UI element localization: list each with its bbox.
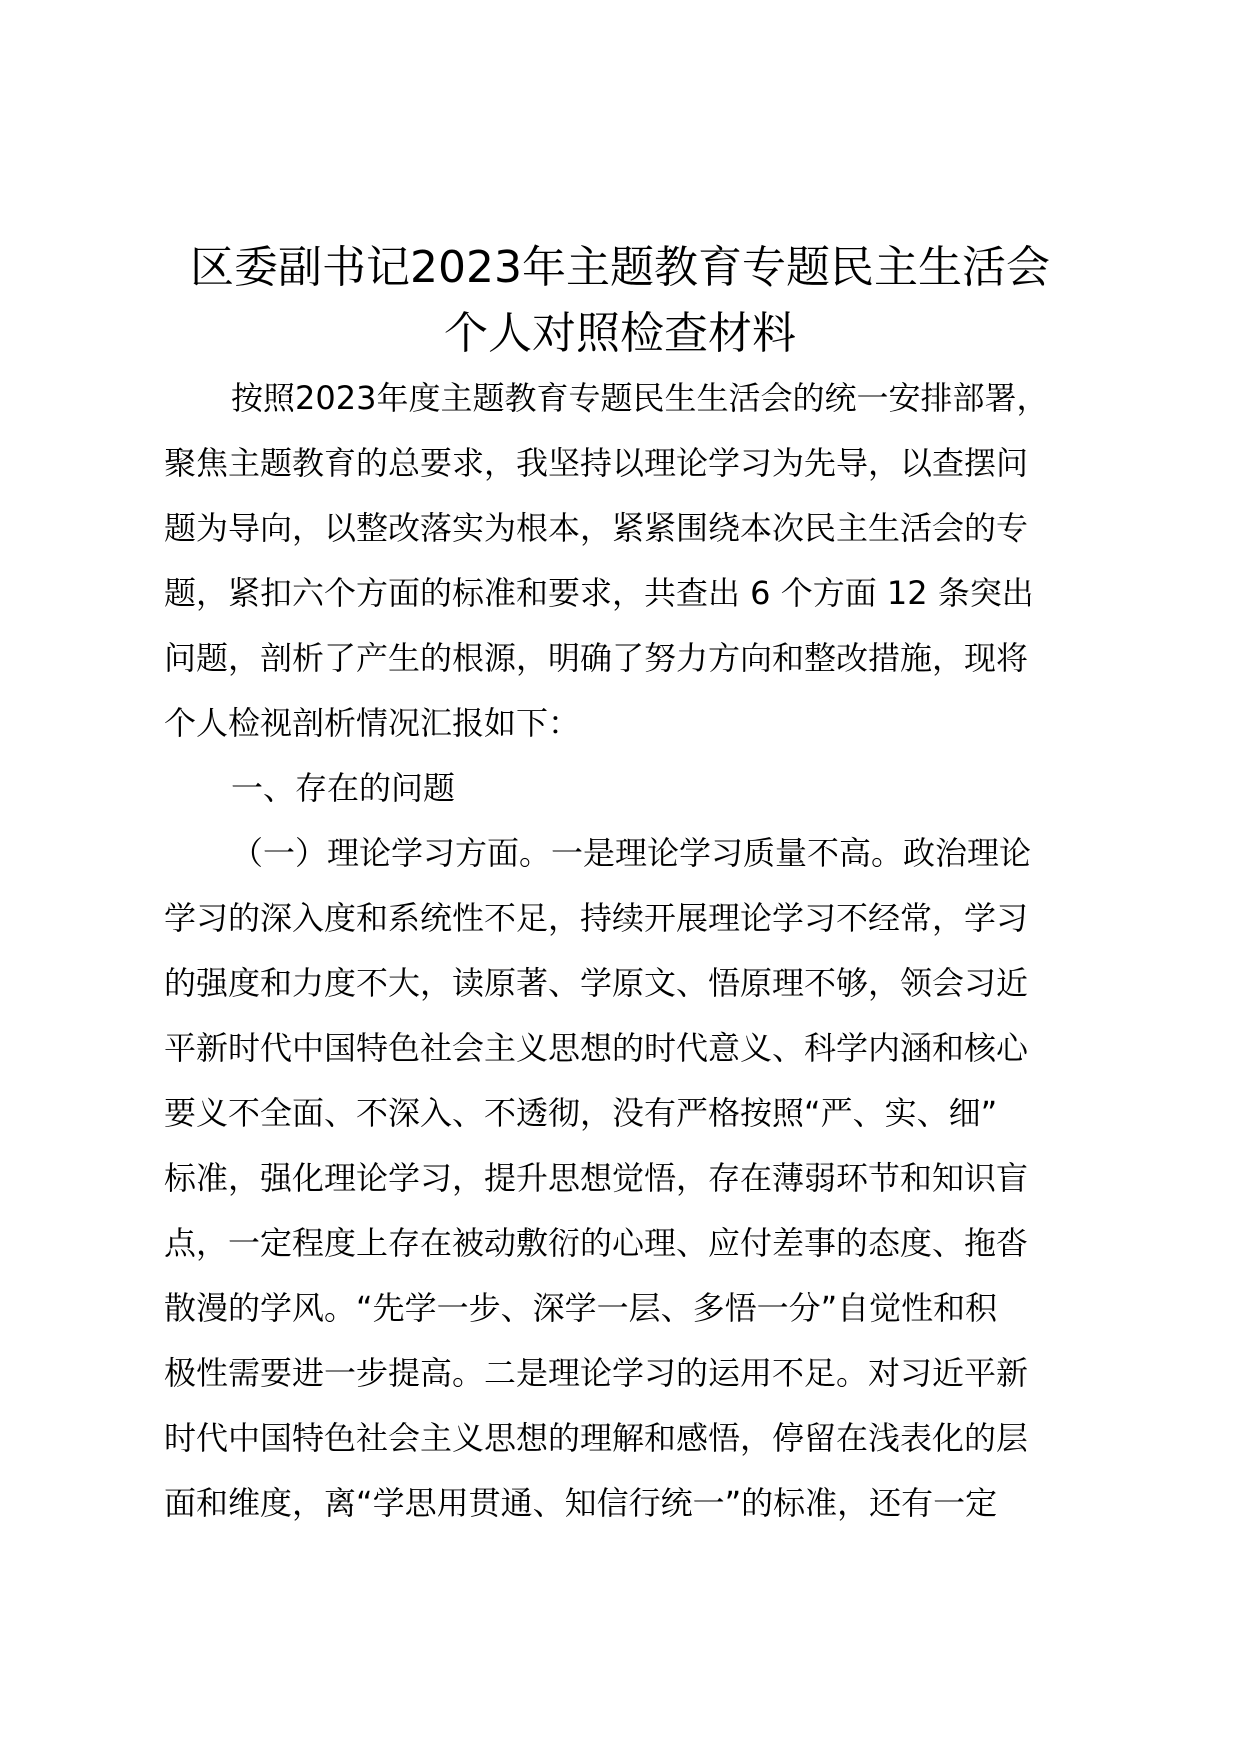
document-title-line-2: 个人对照检查材料 xyxy=(444,308,796,359)
body-line: 个人检视剖析情况汇报如下： xyxy=(164,704,581,742)
body-line: 面和维度，离“学思用贯通、知信行统一”的标准，还有一定 xyxy=(164,1484,998,1522)
body-line: 按照2023年度主题教育专题民生生活会的统一安排部署， xyxy=(231,379,1049,417)
body-line: 散漫的学风。“先学一步、深学一层、多悟一分”自觉性和积 xyxy=(164,1289,998,1327)
body-line: 的强度和力度不大，读原著、学原文、悟原理不够，领会习近 xyxy=(164,964,1029,1002)
body-line: 题为导向，以整改落实为根本，紧紧围绕本次民主生活会的专 xyxy=(164,509,1029,547)
subsection-heading-line: （一）理论学习方面。一是理论学习质量不高。政治理论 xyxy=(231,834,1032,872)
body-line: 聚焦主题教育的总要求，我坚持以理论学习为先导，以查摆问 xyxy=(164,444,1029,482)
section-heading: 一、存在的问题 xyxy=(231,769,456,807)
body-line: 时代中国特色社会主义思想的理解和感悟，停留在浅表化的层 xyxy=(164,1419,1029,1457)
body-line: 要义不全面、不深入、不透彻，没有严格按照“严、实、细” xyxy=(164,1094,998,1132)
body-line: 学习的深入度和系统性不足，持续开展理论学习不经常，学习 xyxy=(164,899,1029,937)
body-line: 平新时代中国特色社会主义思想的时代意义、科学内涵和核心 xyxy=(164,1029,1029,1067)
body-line: 题，紧扣六个方面的标准和要求，共查出 6 个方面 12 条突出 xyxy=(164,574,1034,612)
body-line: 标准，强化理论学习，提升思想觉悟，存在薄弱环节和知识盲 xyxy=(164,1159,1029,1197)
body-line: 极性需要进一步提高。二是理论学习的运用不足。对习近平新 xyxy=(164,1354,1029,1392)
body-line: 问题，剖析了产生的根源，明确了努力方向和整改措施，现将 xyxy=(164,639,1029,677)
document-title-line-1: 区委副书记2023年主题教育专题民主生活会 xyxy=(190,242,1050,293)
body-line: 点，一定程度上存在被动敷衍的心理、应付差事的态度、拖沓 xyxy=(164,1224,1029,1262)
